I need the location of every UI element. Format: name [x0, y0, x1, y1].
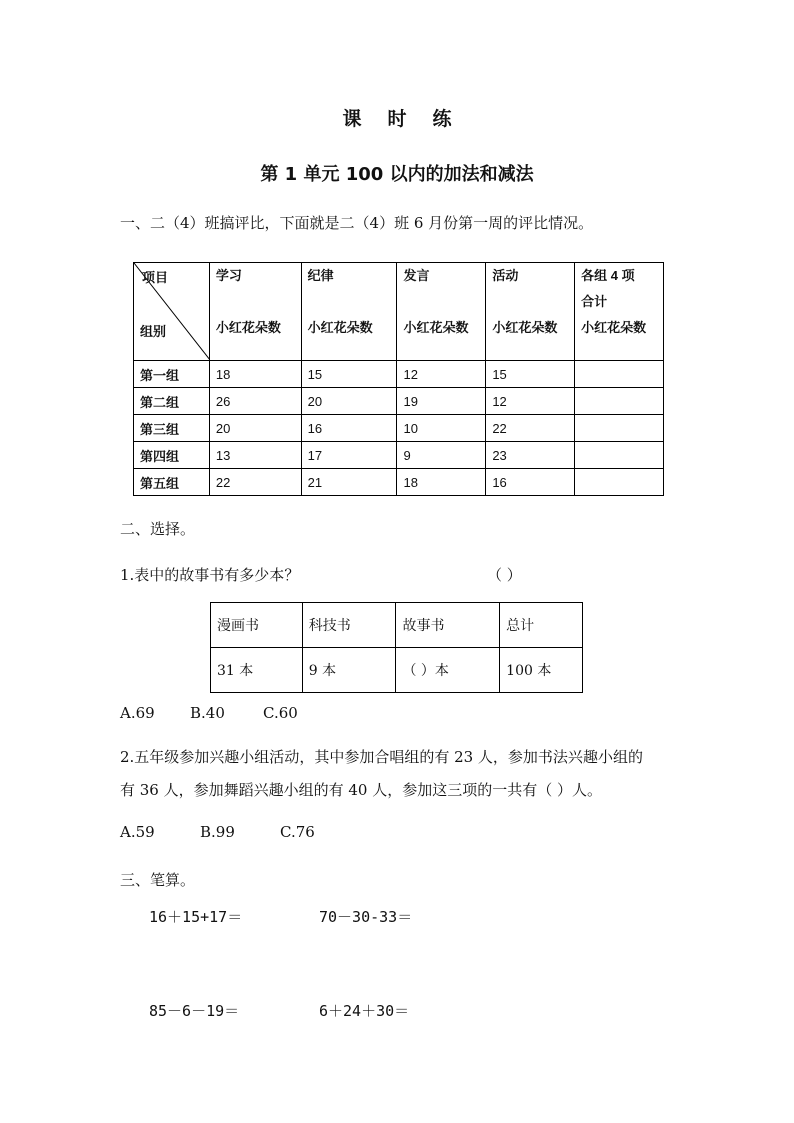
section2-heading: 二、选择。	[120, 520, 196, 538]
total-cell[interactable]	[575, 388, 664, 415]
table-cell: 17	[301, 442, 397, 469]
table-cell: 9 本	[302, 648, 396, 693]
group-label: 第二组	[134, 388, 210, 415]
column-header: 科技书	[302, 603, 396, 648]
table-cell: 9	[397, 442, 486, 469]
table-cell: 18	[209, 361, 301, 388]
total-cell[interactable]	[575, 469, 664, 496]
question-1-text: 1.表中的故事书有多少本？	[120, 566, 300, 584]
total-cell[interactable]	[575, 415, 664, 442]
table-row	[211, 648, 583, 693]
answer-blank-cell[interactable]: （ ）本	[396, 648, 500, 693]
page-title	[0, 104, 794, 131]
table-row	[134, 415, 664, 442]
title-char: 时	[387, 108, 407, 130]
unit-subtitle: 第 1 单元 100 以内的加法和减法	[260, 164, 534, 185]
table-corner-cell	[134, 263, 210, 361]
option-b[interactable]: B.40	[190, 704, 225, 722]
option-a[interactable]: A.69	[120, 704, 155, 722]
table-cell: 26	[209, 388, 301, 415]
calc-problem: 16＋15+17＝	[149, 908, 243, 926]
title-char: 课	[342, 108, 362, 130]
table-cell: 15	[301, 361, 397, 388]
calc-problem: 6＋24＋30＝	[319, 1002, 410, 1020]
table-cell: 16	[301, 415, 397, 442]
table-row	[134, 442, 664, 469]
group-label: 第三组	[134, 415, 210, 442]
title-char: 练	[432, 108, 452, 130]
table-cell: 21	[301, 469, 397, 496]
column-header: 发言 小红花朵数	[397, 263, 486, 361]
table-cell: 31 本	[211, 648, 303, 693]
question-2-line2: 有 36 人，参加舞蹈兴趣小组的有 40 人，参加这三项的一共有（ ）人。	[120, 781, 603, 799]
table-cell: 16	[486, 469, 575, 496]
section3-heading: 三、笔算。	[120, 871, 196, 889]
option-b[interactable]: B.99	[200, 823, 235, 841]
table-cell: 20	[209, 415, 301, 442]
column-header: 各组 4 项 合计 小红花朵数	[575, 263, 664, 361]
evaluation-table	[133, 262, 664, 496]
question-2-line1: 2.五年级参加兴趣小组活动，其中参加合唱组的有 23 人，参加书法兴趣小组的	[120, 748, 643, 766]
table-row	[134, 469, 664, 496]
column-header: 纪律 小红花朵数	[301, 263, 397, 361]
table-cell: 19	[397, 388, 486, 415]
table-cell: 12	[397, 361, 486, 388]
group-label: 第四组	[134, 442, 210, 469]
book-table	[210, 602, 583, 693]
section1-heading: 一、二（4）班搞评比，下面就是二（4）班 6 月份第一周的评比情况。	[120, 214, 594, 232]
table-cell: 15	[486, 361, 575, 388]
table-cell: 18	[397, 469, 486, 496]
table-cell: 13	[209, 442, 301, 469]
group-label: 第五组	[134, 469, 210, 496]
column-header: 漫画书	[211, 603, 303, 648]
table-cell: 22	[209, 469, 301, 496]
table-cell: 100 本	[500, 648, 583, 693]
table-row	[134, 388, 664, 415]
column-header: 活动 小红花朵数	[486, 263, 575, 361]
table-cell: 20	[301, 388, 397, 415]
total-cell[interactable]	[575, 361, 664, 388]
option-c[interactable]: C.60	[263, 704, 298, 722]
table-row	[134, 361, 664, 388]
calc-problem: 70－30-33＝	[319, 908, 413, 926]
table-row	[211, 603, 583, 648]
table-header-row	[134, 263, 664, 361]
total-cell[interactable]	[575, 442, 664, 469]
table-cell: 23	[486, 442, 575, 469]
column-header: 学习 小红花朵数	[209, 263, 301, 361]
group-label: 第一组	[134, 361, 210, 388]
calc-problem: 85－6－19＝	[149, 1002, 240, 1020]
table-cell: 22	[486, 415, 575, 442]
column-header: 故事书	[396, 603, 500, 648]
corner-label-item: 项目	[142, 270, 169, 285]
table-cell: 10	[397, 415, 486, 442]
option-c[interactable]: C.76	[280, 823, 315, 841]
option-a[interactable]: A.59	[120, 823, 155, 841]
corner-label-group: 组别	[140, 324, 167, 339]
table-cell: 12	[486, 388, 575, 415]
answer-blank[interactable]: （ ）	[487, 566, 522, 584]
column-header: 总计	[500, 603, 583, 648]
